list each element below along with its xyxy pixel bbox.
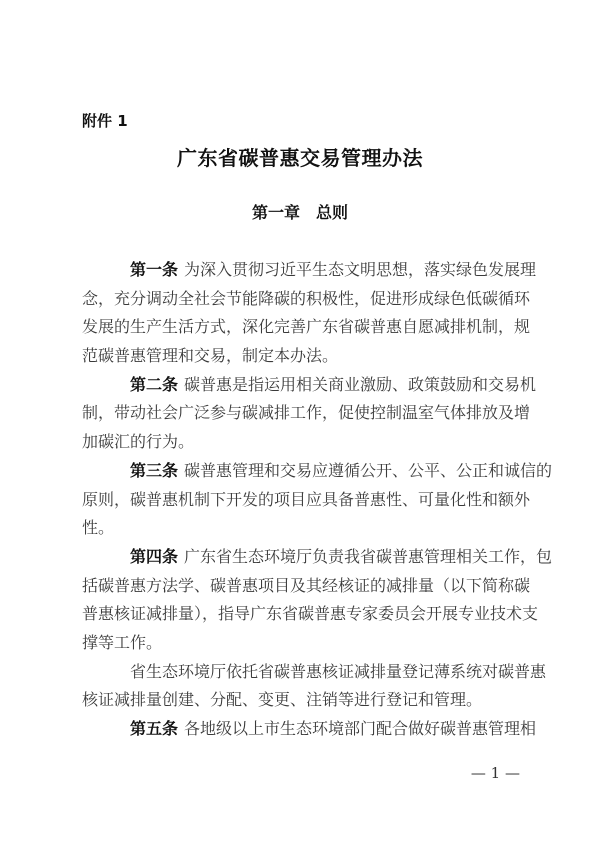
paragraph-line <box>82 572 531 601</box>
paragraph-first-line <box>82 371 537 400</box>
line-text: 加碳汇的行为。 <box>82 432 195 452</box>
document-title: 广东省碳普惠交易管理办法 <box>177 146 423 170</box>
paragraph-line <box>82 313 531 342</box>
paragraph-first-line <box>82 256 537 285</box>
paragraph-first-line <box>82 658 547 687</box>
document-body <box>82 256 553 744</box>
line-text: 碳普惠是指运用相关商业激励、政策鼓励和交易机 <box>184 374 537 394</box>
line-text: 广东省生态环境厅负责我省碳普惠管理相关工作，包 <box>184 546 553 566</box>
paragraph-first-line <box>82 543 553 572</box>
paragraph-line <box>82 486 531 515</box>
line-text: 为深入贯彻习近平生态文明思想，落实绿色发展理 <box>184 260 537 279</box>
paragraph-first-line <box>82 715 537 744</box>
article-label: 第二条 <box>130 374 179 394</box>
paragraph-line <box>82 342 518 371</box>
paragraph-line <box>82 399 531 428</box>
line-text: 省生态环境厅依托省碳普惠核证减排量登记薄系统对碳普惠 <box>130 661 547 681</box>
line-text: 发展的生产生活方式，深化完善广东省碳普惠自愿减排机制，规 <box>82 317 531 337</box>
paragraph-line <box>82 629 518 658</box>
line-text: 撑等工作。 <box>82 632 163 652</box>
paragraph-line <box>82 428 518 457</box>
line-text: 括碳普惠方法学、碳普惠项目及其经核证的减排量（以下简称碳 <box>82 575 531 595</box>
paragraph-line <box>82 686 518 715</box>
line-text: 碳普惠管理和交易应遵循公开、公平、公正和诚信的 <box>184 460 553 480</box>
page-number: — 1 — <box>470 764 520 782</box>
paragraph-first-line <box>82 457 553 486</box>
article-label: 第三条 <box>130 460 179 480</box>
article-label: 第五条 <box>130 719 179 738</box>
attachment-label: 附件 1 <box>82 112 128 130</box>
paragraph-line <box>82 600 539 629</box>
article-label: 第四条 <box>130 546 179 566</box>
line-text: 普惠核证减排量），指导广东省碳普惠专家委员会开展专业技术支 <box>82 604 539 624</box>
line-text: 制，带动社会广泛参与碳减排工作，促使控制温室气体排放及增 <box>82 403 531 423</box>
paragraph-line <box>82 514 518 543</box>
article-label: 第一条 <box>130 260 179 279</box>
line-text: 原则，碳普惠机制下开发的项目应具备普惠性、可量化性和额外 <box>82 489 531 509</box>
line-text: 念，充分调动全社会节能降碳的积极性，促进形成绿色低碳循环 <box>82 288 531 308</box>
line-text: 范碳普惠管理和交易，制定本办法。 <box>82 346 339 366</box>
paragraph-line <box>82 285 531 314</box>
line-text: 各地级以上市生态环境部门配合做好碳普惠管理相 <box>184 719 537 738</box>
line-text: 核证减排量创建、分配、变更、注销等进行登记和管理。 <box>82 690 483 710</box>
line-text: 性。 <box>82 518 115 538</box>
chapter-heading: 第一章 总则 <box>251 203 348 222</box>
